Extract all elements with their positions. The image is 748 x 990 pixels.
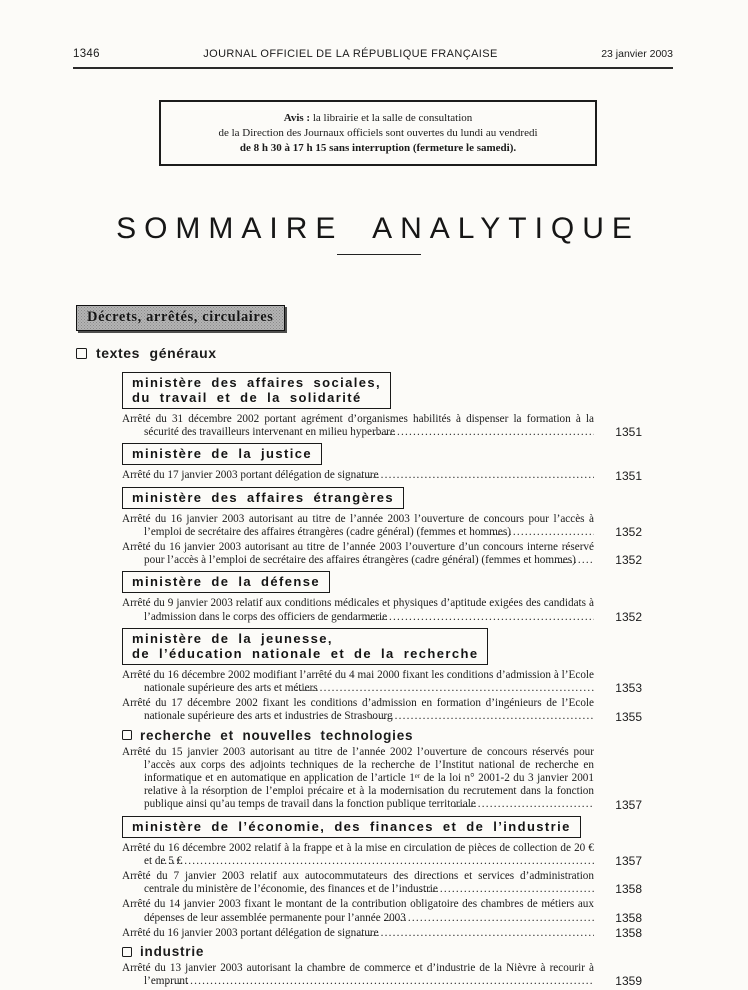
toc-entry (122, 927, 642, 940)
entry-text: Arrêté du 16 janvier 2003 portant délégation de signature (122, 926, 379, 939)
ministry-section (122, 571, 642, 623)
toc-entry (122, 842, 642, 868)
notice-lead: Avis : (283, 112, 311, 124)
subsection-header: recherche et nouvelles technologies (122, 728, 642, 743)
entry-page-number: 1351 (615, 425, 642, 440)
subsection-label: textes généraux (96, 345, 217, 361)
entry-page-number: 1352 (615, 553, 642, 568)
ministry-box-affaires-etrangeres: ministère des affaires étrangères (122, 487, 404, 509)
entry-text: Arrêté du 13 janvier 2003 autorisant la chambre de commerce et d’industrie de la Nièvre à recourir à l’emprunt (122, 962, 594, 988)
toc-entry (122, 669, 642, 695)
entry-text: Arrêté du 31 décembre 2002 portant agrément d’organismes habilités à dispenser la formation à la sécurité des travailleurs intervenant en milieu hyperbare (122, 413, 594, 439)
entry-page-number: 1355 (615, 709, 642, 724)
entry-text: Arrêté du 16 décembre 2002 relatif à la frappe et à la mise en circulation de pièces de collection de 20 € et de 5 € (122, 841, 594, 867)
ministry-box-jeunesse-education: ministère de la jeunesse, de l’éducation nationale et de la recherche (122, 628, 488, 665)
ministry-section (122, 487, 642, 568)
notice-line-2: de la Direction des Journaux officiels sont ouvertes du lundi au vendredi (218, 127, 538, 139)
subsection-industrie (122, 944, 642, 988)
section-banner: Décrets, arrêtés, circulaires (76, 305, 285, 331)
entry-page-number: 1353 (615, 681, 642, 696)
toc-entry (122, 870, 642, 896)
entry-text: Arrêté du 16 janvier 2003 autorisant au titre de l’année 2003 l’ouverture d’un concours interne réservé pour l’accès à l’emploi de secrétaire des affaires étrangères (cadre général) (femmes et hommes) (122, 541, 594, 567)
notice-line-3: de 8 h 30 à 17 h 15 sans interruption (fermeture le samedi). (239, 142, 517, 154)
square-bullet-icon (122, 947, 132, 957)
toc-column (122, 372, 642, 990)
entry-page-number: 1351 (615, 468, 642, 483)
toc-entry (122, 469, 642, 482)
notice-box (159, 100, 597, 166)
notice-line-1: Avis : la librairie et la salle de consultation (283, 112, 473, 124)
entry-text: Arrêté du 17 janvier 2003 portant délégation de signature (122, 469, 379, 482)
entry-text: Arrêté du 9 janvier 2003 relatif aux conditions médicales et physiques d’aptitude exigées des candidats à l’admission dans le corps des officiers de gendarmerie (122, 597, 594, 623)
ministry-box-affaires-sociales: ministère des affaires sociales, du travail et de la solidarité (122, 372, 391, 409)
toc-entry (122, 962, 642, 988)
toc-entry (122, 898, 642, 924)
entry-page-number: 1352 (615, 525, 642, 540)
title-underline (337, 254, 421, 255)
folio-number: 1346 (73, 48, 100, 60)
page-title: SOMMAIRE ANALYTIQUE (116, 212, 640, 245)
ministry-section (122, 816, 642, 940)
entry-text: Arrêté du 14 janvier 2003 fixant le montant de la contribution obligatoire des chambres de métiers aux dépenses de leur assemblée permanente pour l’année 2003 (122, 898, 594, 924)
toc-entry (122, 541, 642, 567)
entry-page-number: 1357 (615, 854, 642, 869)
toc-entry (122, 513, 642, 539)
entry-text: Arrêté du 15 janvier 2003 autorisant au titre de l’année 2002 l’ouverture de concours réservés pour l’accès aux corps des adjoints techniques de la recherche de l’Institut national de recherche en informatique et en automatique en application de l’article 1ᵉʳ de la loi n° 2001-2 du 3 janvier 2001 relative à la résorption de l’emploi précaire et à la modernisation du recrutement dans la fonction publique ainsi qu’au temps de travail dans la fonction publique territoriale (122, 745, 594, 811)
entry-page-number: 1358 (615, 910, 642, 925)
header-rule (73, 67, 673, 69)
entry-page-number: 1357 (615, 797, 642, 812)
subsection-recherche (122, 728, 642, 812)
ministry-section (122, 628, 642, 724)
ministry-box-economie: ministère de l’économie, des finances et de l’industrie (122, 816, 581, 838)
page-header (73, 48, 673, 60)
toc-entry (122, 746, 642, 812)
entry-page-number: 1359 (615, 974, 642, 989)
entry-page-number: 1352 (615, 609, 642, 624)
toc-entry (122, 697, 642, 723)
entry-page-number: 1358 (615, 882, 642, 897)
entry-text: Arrêté du 17 décembre 2002 fixant les conditions d’admission en formation d’ingénieurs de l’Ecole nationale supérieure des arts et industries de Strasbourg (122, 697, 594, 723)
ministry-box-justice: ministère de la justice (122, 443, 322, 465)
square-bullet-icon (76, 348, 87, 359)
ministry-section (122, 372, 642, 439)
entry-page-number: 1358 (615, 926, 642, 941)
subsection-textes-generaux (76, 345, 217, 361)
ministry-box-defense: ministère de la défense (122, 571, 330, 593)
ministry-section (122, 443, 642, 482)
toc-entry (122, 413, 642, 439)
entry-text: Arrêté du 16 janvier 2003 autorisant au titre de l’année 2003 l’ouverture de concours pour l’accès à l’emploi de secrétaire des affaires étrangères (cadre général) (femmes et hommes) (122, 512, 594, 538)
entry-text: Arrêté du 7 janvier 2003 relatif aux autocommutateurs des directions et services d’administration centrale du ministère de l’économie, des finances et de l’industrie (122, 870, 594, 896)
toc-entry (122, 597, 642, 623)
subsection-header: industrie (122, 944, 642, 959)
square-bullet-icon (122, 730, 132, 740)
entry-text: Arrêté du 16 décembre 2002 modifiant l’arrêté du 4 mai 2000 fixant les conditions d’admission à l’Ecole nationale supérieure des arts et métiers (122, 668, 594, 695)
issue-date: 23 janvier 2003 (601, 48, 673, 60)
journal-title: JOURNAL OFFICIEL DE LA RÉPUBLIQUE FRANÇAISE (203, 48, 498, 60)
